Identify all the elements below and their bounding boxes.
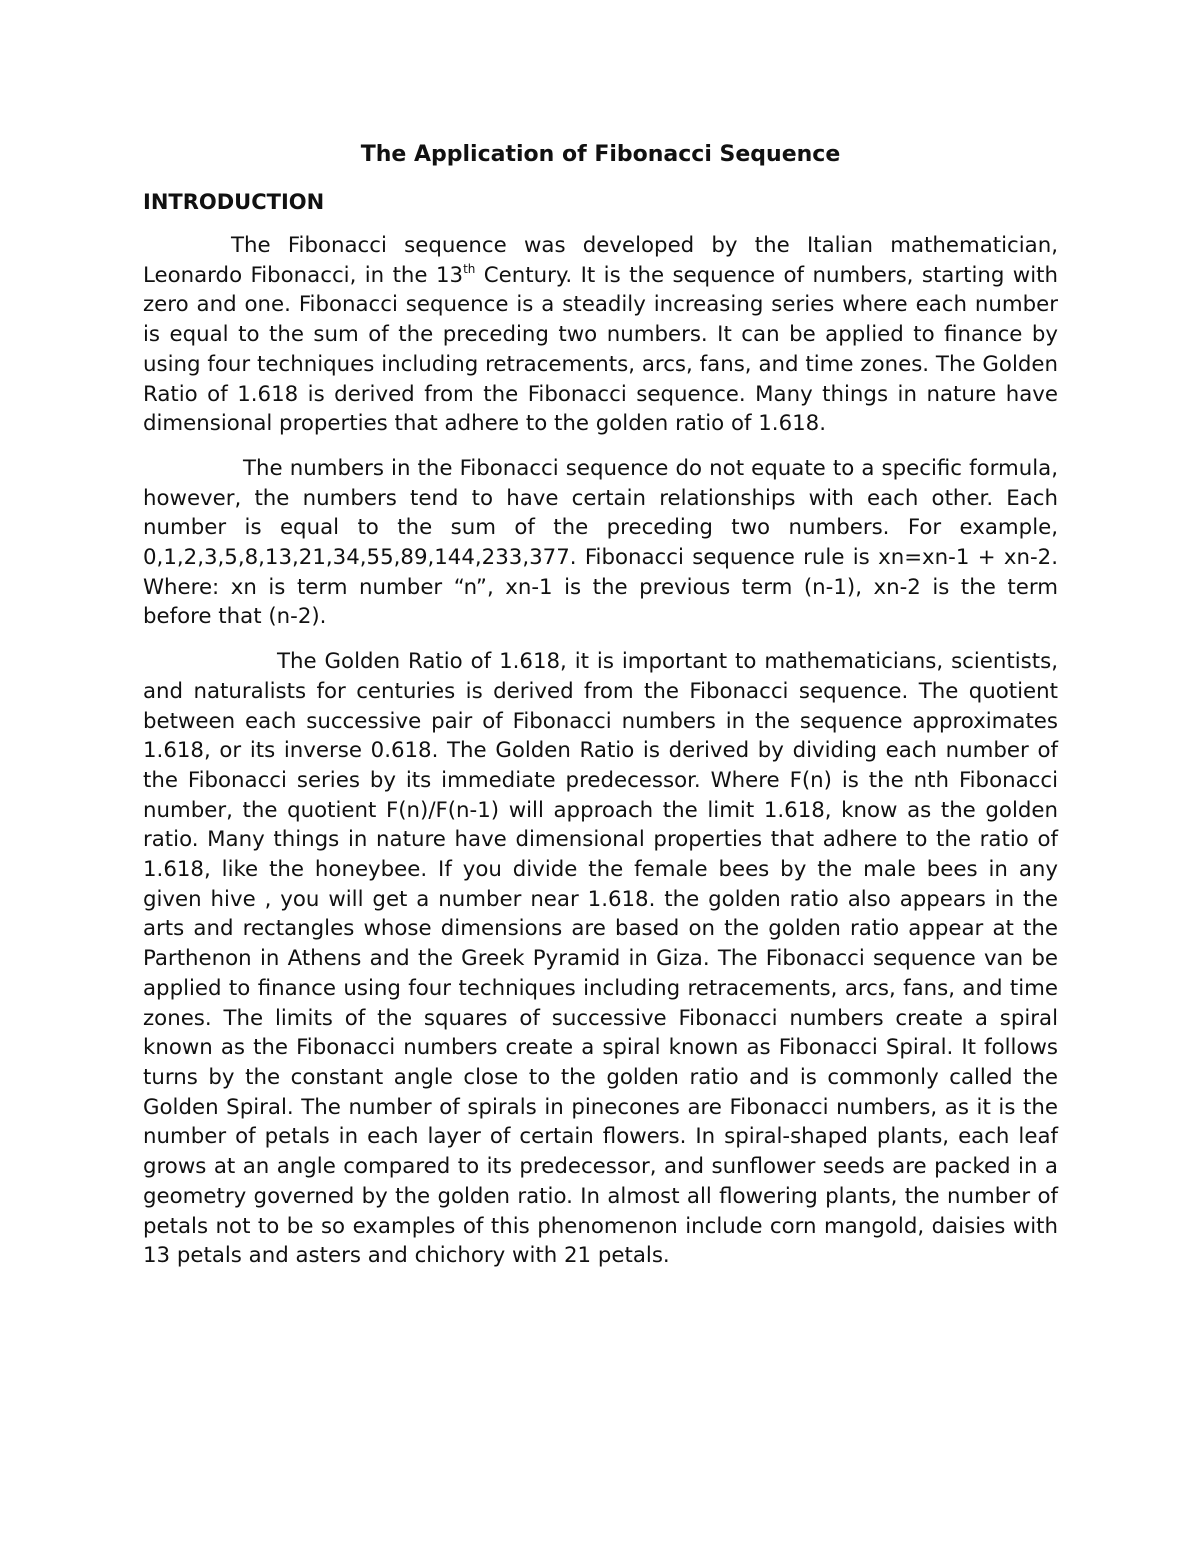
paragraph-2: The numbers in the Fibonacci sequence do not equate to a specific formula, however, the numbers tend to have certain relationships with each other. Each number is equal to the sum of the preceding two numbers. For example, 0,1,2,3,5,8,13,21,34,55,89,144,233,377. Fibonacci sequence rule is xn=xn-1 + xn-2. Where: xn is term number “n”, xn-1 is the previous term (n-1), xn-2 is the term before that (n-2). xyxy=(143,455,1058,630)
ordinal-superscript: th xyxy=(463,261,476,276)
document-body xyxy=(143,139,1058,1271)
document-title: The Application of Fibonacci Sequence xyxy=(360,142,841,167)
paragraph-1 xyxy=(143,231,1058,439)
paragraph-1-text-end: Century. It is the sequence of numbers, starting with zero and one. Fibonacci sequence is a steadily increasing series where each number is equal to the sum of the preceding two numbers. It can be applied to finance by using four techniques including retracements, arcs, fans, and time zones. The Golden Ratio of 1.618 is derived from the Fibonacci sequence. Many things in nature have dimensional properties that adhere to the golden ratio of 1.618. xyxy=(143,262,1058,437)
section-heading-introduction: INTRODUCTION xyxy=(143,190,325,214)
paragraph-1-text-start: The Fibonacci sequence was developed by the Italian mathematician, Leonardo Fibonacci, in the 13 xyxy=(143,233,1058,288)
paragraph-3: The Golden Ratio of 1.618, it is important to mathematicians, scientists, and naturalists for centuries is derived from the Fibonacci sequence. The quotient between each successive pair of Fibonacci numbers in the sequence approximates 1.618, or its inverse 0.618. The Golden Ratio is derived by dividing each number of the Fibonacci series by its immediate predecessor. Where F(n) is the nth Fibonacci number, the quotient F(n)/F(n-1) will approach the limit 1.618, know as the golden ratio. Many things in nature have dimensional properties that adhere to the ratio of 1.618, like the honeybee. If you divide the female bees by the male bees in any given hive , you will get a number near 1.618. the golden ratio also appears in the arts and rectangles whose dimensions are based on the golden ratio appear at the Parthenon in Athens and the Greek Pyramid in Giza. The Fibonacci sequence van be applied to finance using four techniques including retracements, arcs, fans, and time zones. The limits of the squares of successive Fibonacci numbers create a spiral known as the Fibonacci numbers create a spiral known as Fibonacci Spiral. It follows turns by the constant angle close to the golden ratio and is commonly called the Golden Spiral. The number of spirals in pinecones are Fibonacci numbers, as it is the number of petals in each layer of certain flowers. In spiral-shaped plants, each leaf grows at an angle compared to its predecessor, and sunflower seeds are packed in a geometry governed by the golden ratio. In almost all flowering plants, the number of petals not to be so examples of this phenomenon include corn mangold, daisies with 13 petals and asters and chichory with 21 petals. xyxy=(143,649,1058,1269)
